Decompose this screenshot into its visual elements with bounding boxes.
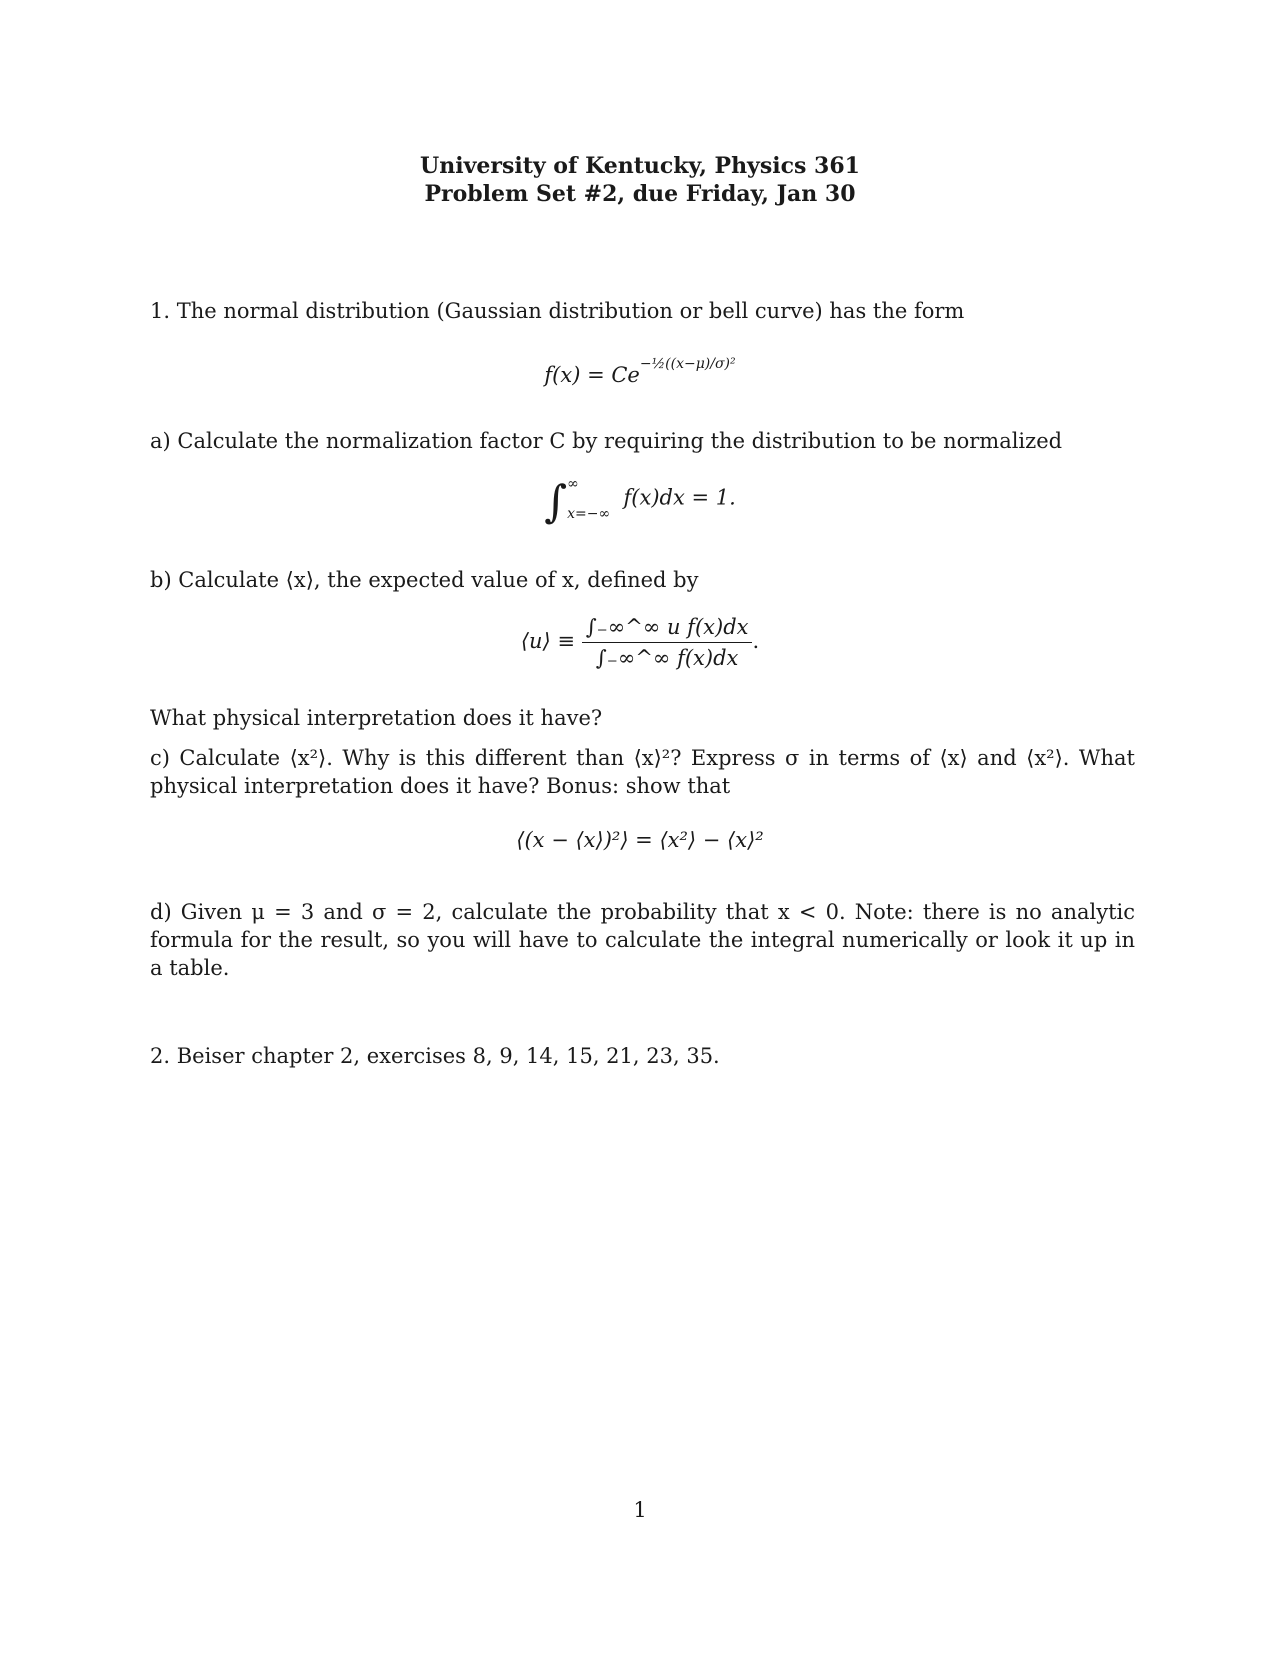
gaussian-formula-lhs: f(x) = Ce — [544, 363, 640, 387]
gaussian-formula — [0, 350, 1280, 389]
expectation-definition — [0, 614, 1280, 671]
problem-1-intro: 1. The normal distribution (Gaussian distribution or bell curve) has the form — [150, 299, 965, 323]
expectation-lhs: ⟨u⟩ ≡ — [520, 629, 576, 653]
variance-identity — [0, 826, 1280, 854]
page-number: 1 — [633, 1498, 647, 1522]
part-b-text: b) Calculate ⟨x⟩, the expected value of x, defined by — [150, 568, 699, 592]
gaussian-formula-exponent: −½((x−μ)/σ)² — [639, 356, 736, 372]
part-d-text: d) Given μ = 3 and σ = 2, calculate the probability that x < 0. Note: there is no analytic formula for the result, so you will have to calculate the integral numerically or look it up in a table. — [150, 900, 1135, 980]
integral-lower-limit: x=−∞ — [567, 506, 611, 522]
interpretation-question: What physical interpretation does it have? — [150, 706, 603, 730]
integral-sign: ∫ — [544, 476, 568, 528]
normalization-body: f(x)dx = 1. — [623, 485, 736, 510]
expectation-denominator: ∫₋∞^∞ f(x)dx — [595, 646, 739, 670]
part-a-text: a) Calculate the normalization factor C by requiring the distribution to be normalized — [150, 429, 1063, 453]
course-title: University of Kentucky, Physics 361 — [420, 153, 860, 179]
expectation-period: . — [752, 629, 760, 653]
integral-limits — [567, 476, 610, 522]
part-c-text: c) Calculate ⟨x²⟩. Why is this different than ⟨x⟩²? Express σ in terms of ⟨x⟩ and ⟨x²⟩. What physical interpretation does it have? Bonus: show that — [150, 746, 1135, 798]
problem-2-text: 2. Beiser chapter 2, exercises 8, 9, 14, 15, 21, 23, 35. — [150, 1044, 720, 1068]
normalization-equation — [0, 476, 1280, 528]
problem-set-title: Problem Set #2, due Friday, Jan 30 — [424, 181, 856, 207]
variance-identity-formula: ⟨(x − ⟨x⟩)²⟩ = ⟨x²⟩ − ⟨x⟩² — [516, 828, 764, 852]
expectation-numerator: ∫₋∞^∞ u f(x)dx — [582, 614, 753, 643]
integral-upper-limit: ∞ — [567, 476, 579, 492]
expectation-fraction — [582, 614, 753, 671]
